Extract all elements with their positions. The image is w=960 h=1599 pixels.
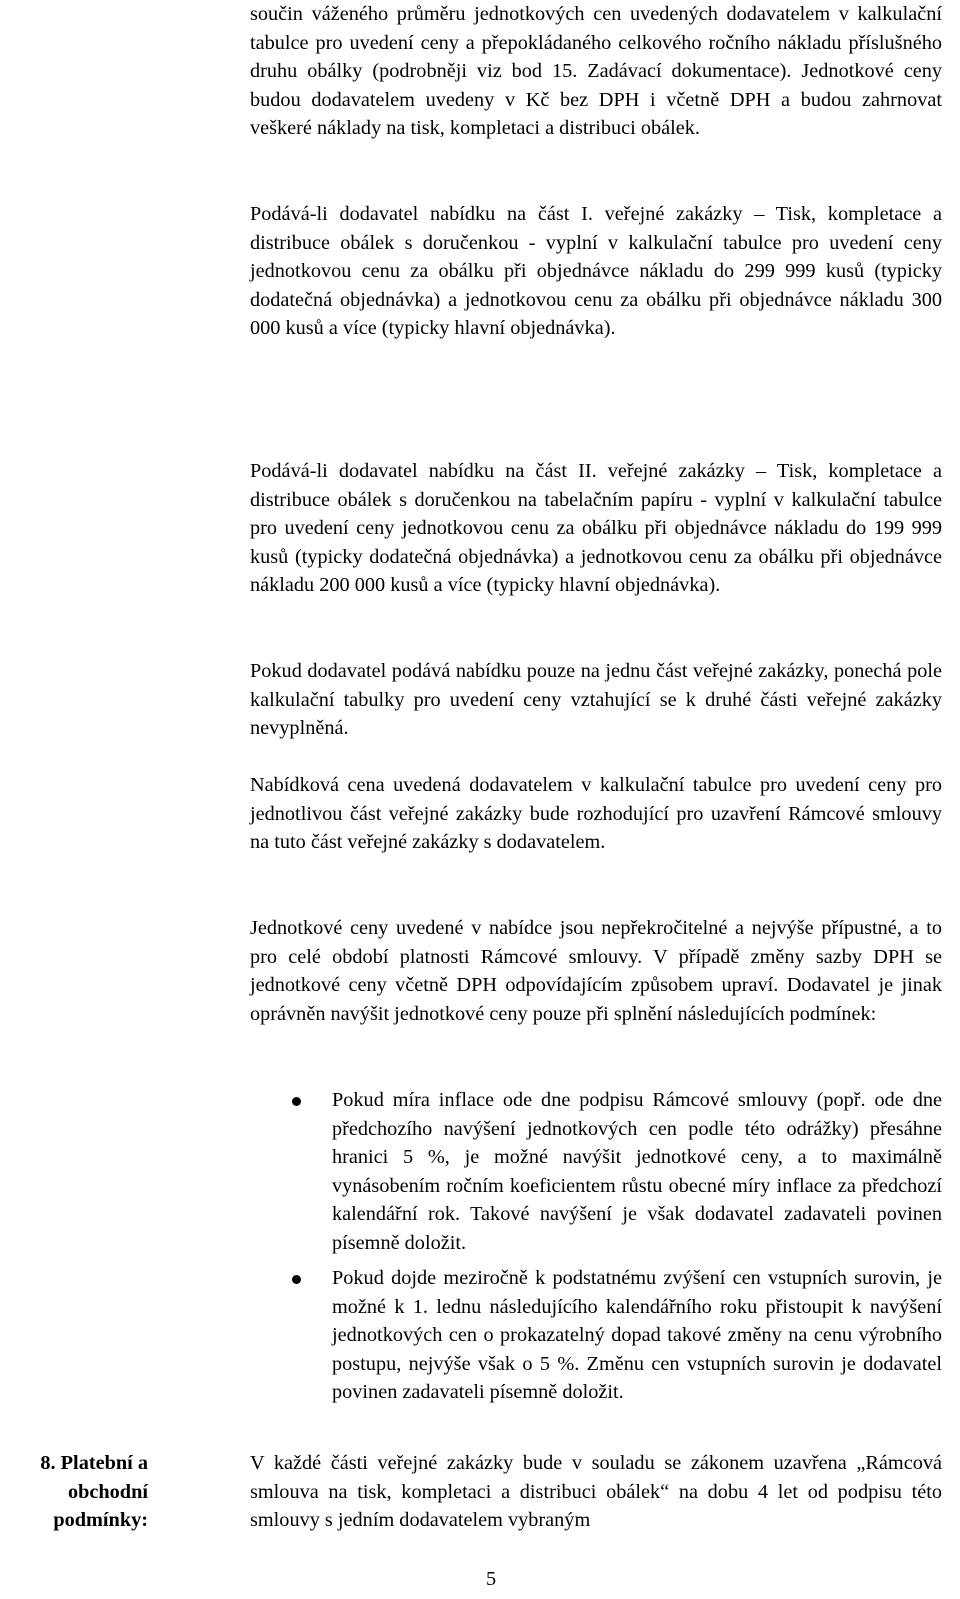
paragraph-part-two: Podává-li dodavatel nabídku na část II. veřejné zakázky – Tisk, kompletace a distribuce obálek s doručenkou na tabelačním papíru - vyplní v kalkulační tabulce pro uvedení ceny jednotkovou cenu za obálku při objednávce nákladu do 199 999 kusů (typicky dodatečná objednávka) a jednotkovou cenu za obálku při objednávce nákladu 200 000 kusů a více (typicky hlavní objednávka). [250, 460, 942, 597]
paragraph-part-one: Podává-li dodavatel nabídku na část I. veřejné zakázky – Tisk, kompletace a distribuce obálek s doručenkou - vyplní v kalkulační tabulce pro uvedení ceny jednotkovou cenu za obálku při objednávce nákladu do 299 999 kusů (typicky dodatečná objednávka) a jednotkovou cenu za obálku při objednávce nákladu 300 000 kusů a více (typicky hlavní objednávka). [250, 203, 942, 340]
bullet-text-inflation: Pokud míra inflace ode dne podpisu Rámcové smlouvy (popř. ode dne předchozího navýšení jednotkových cen podle této odrážky) přesáhne hranici 5 %, je možné navýšit jednotkové ceny, a to maximálně vynásobením ročním koeficientem růstu obecné míry inflace za předchozí kalendářní rok. Takové navýšení je však dodavatel zadavateli povinen písemně doložit. [332, 1089, 942, 1254]
page-number: 5 [486, 1568, 497, 1590]
paragraph-framework-agreement: V každé části veřejné zakázky bude v souladu se zákonem uzavřena „Rámcová smlouva na tisk, kompletaci a distribuci obálek“ na dobu 4 let od podpisu této smlouvy s jedním dodavatelem vybraným [250, 1452, 942, 1532]
paragraph-unit-prices: Jednotkové ceny uvedené v nabídce jsou nepřekročitelné a nejvýše přípustné, a to pro celé období platnosti Rámcové smlouvy. V případě změny sazby DPH se jednotkové ceny včetně DPH odpovídajícím způsobem upraví. Dodavatel je jinak oprávněn navýšit jednotkové ceny pouze při splnění následujících podmínek: [250, 917, 942, 1025]
bullet-icon [292, 1275, 301, 1284]
bullet-text-raw-materials: Pokud dojde meziročně k podstatnému zvýšení cen vstupních surovin, je možné k 1. lednu následujícího kalendářního roku přistoupit k navýšení jednotkových cen o prokazatelný dopad takové změny na cenu výrobního postupu, nejvýše však o 5 %. Změnu cen vstupních surovin je dodavatel povinen zadavateli písemně doložit. [332, 1267, 942, 1404]
paragraph-price-calculation: součin váženého průměru jednotkových cen uvedených dodavatelem v kalkulační tabulce pro uvedení ceny a přepokládaného celkového ročního nákladu příslušného druhu obálky (podrobněji viz bod 15. Zadávací dokumentace). Jednotkové ceny budou dodavatelem uvedeny v Kč bez DPH i včetně DPH a budou zahrnovat veškeré náklady na tisk, kompletaci a distribuci obálek. [250, 3, 942, 140]
list-item [250, 1264, 942, 1407]
bullet-icon [292, 1097, 301, 1106]
bullet-list-raw-materials [250, 1264, 942, 1407]
bullet-list-inflation [250, 1086, 942, 1258]
section-heading-payment-terms: 8. Platební a obchodní podmínky: [40, 1452, 148, 1532]
list-item [250, 1086, 942, 1258]
paragraph-decisive-price: Nabídková cena uvedená dodavatelem v kalkulační tabulce pro uvedení ceny pro jednotlivou část veřejné zakázky bude rozhodující pro uzavření Rámcové smlouvy na tuto část veřejné zakázky s dodavatelem. [250, 774, 942, 854]
paragraph-single-part-offer: Pokud dodavatel podává nabídku pouze na jednu část veřejné zakázky, ponechá pole kalkulační tabulky pro uvedení ceny vztahující se k druhé části veřejné zakázky nevyplněná. [250, 660, 942, 740]
